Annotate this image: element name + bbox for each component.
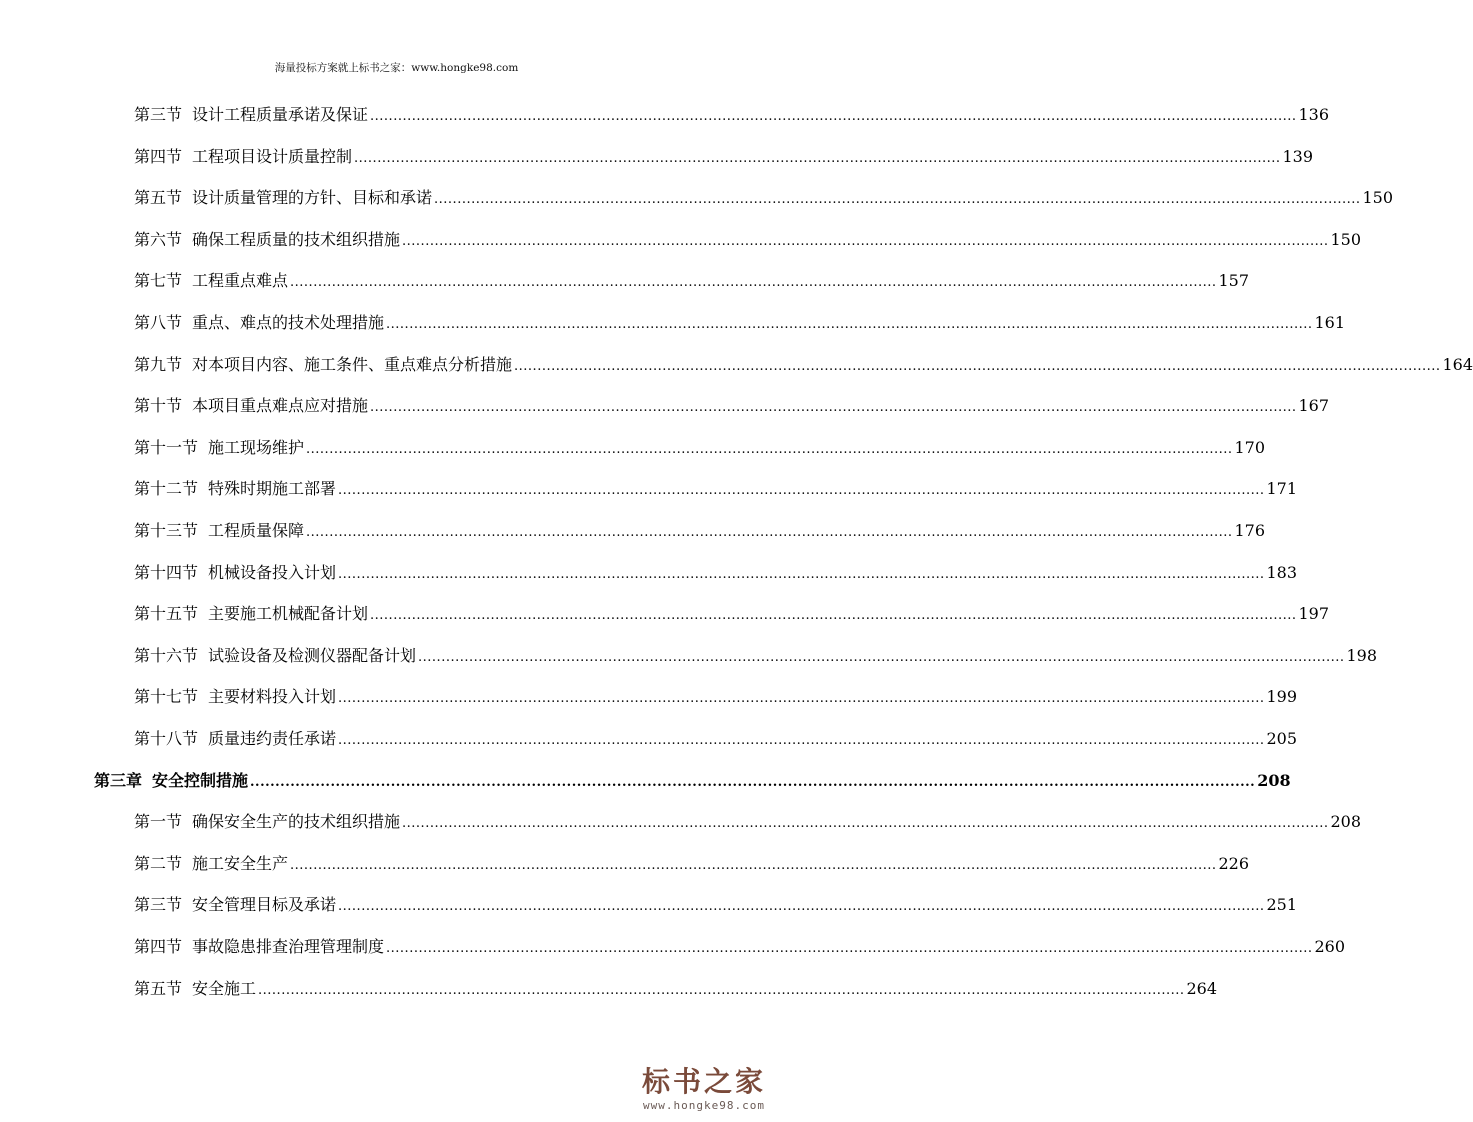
watermark-logo — [629, 1065, 779, 1112]
toc-entry-title: 本项目重点难点应对措施 — [192, 396, 369, 415]
toc-leader-dots: ........................................................................................................................................................................................................ — [290, 858, 1217, 873]
toc-leader-dots: ........................................................................................................................................................................................................ — [370, 109, 1297, 124]
toc-entry-number: 第八节 — [134, 313, 183, 332]
toc-entry-title: 机械设备投入计划 — [208, 563, 337, 582]
toc-section-entry[interactable] — [134, 809, 1362, 835]
toc-section-entry[interactable] — [134, 268, 1250, 294]
toc-entry-number: 第十四节 — [134, 563, 199, 582]
toc-entry-title: 工程质量保障 — [208, 521, 305, 540]
toc-entry-page-number: 176 — [1234, 521, 1266, 540]
toc-entry-page-number: 167 — [1298, 396, 1330, 415]
toc-entry-title: 安全管理目标及承诺 — [192, 895, 337, 914]
toc-entry-page-number: 161 — [1314, 313, 1346, 332]
toc-leader-dots: ........................................................................................................................................................................................................ — [434, 192, 1361, 207]
toc-entry-title: 确保工程质量的技术组织措施 — [192, 230, 401, 249]
toc-leader-dots: ........................................................................................................................................................................................................ — [402, 816, 1329, 831]
toc-entry-number: 第六节 — [134, 230, 183, 249]
toc-section-entry[interactable] — [134, 227, 1362, 253]
toc-section-entry[interactable] — [134, 518, 1266, 544]
toc-leader-dots: ........................................................................................................................................................................................................ — [306, 525, 1233, 540]
toc-entry-page-number: 199 — [1266, 687, 1298, 706]
toc-leader-dots: ........................................................................................................................................................................................................ — [338, 899, 1265, 914]
toc-entry-title: 工程重点难点 — [192, 271, 289, 290]
toc-section-entry[interactable] — [134, 102, 1330, 128]
toc-entry-number: 第十六节 — [134, 646, 199, 665]
toc-leader-dots: ........................................................................................................................................................................................................ — [514, 359, 1441, 374]
toc-entry-number: 第一节 — [134, 812, 183, 831]
logo-name: 标书之家 — [641, 1065, 766, 1098]
toc-entry-number: 第五节 — [134, 188, 183, 207]
toc-entry-page-number: 150 — [1330, 230, 1362, 249]
toc-section-entry[interactable] — [134, 393, 1330, 419]
toc-entry-number: 第九节 — [134, 355, 183, 374]
toc-entry-title: 试验设备及检测仪器配备计划 — [208, 646, 417, 665]
toc-chapter-entry[interactable] — [94, 768, 1291, 794]
toc-entry-title: 特殊时期施工部署 — [208, 479, 337, 498]
toc-entry-page-number: 164 — [1442, 355, 1473, 374]
toc-entry-number: 第十一节 — [134, 438, 199, 457]
toc-entry-title: 安全控制措施 — [152, 771, 249, 790]
toc-entry-page-number: 226 — [1218, 854, 1250, 873]
toc-leader-dots: ........................................................................................................................................................................................................ — [386, 317, 1313, 332]
toc-leader-dots: ........................................................................................................................................................................................................ — [338, 483, 1265, 498]
toc-section-entry[interactable] — [134, 601, 1330, 627]
toc-section-entry[interactable] — [134, 435, 1266, 461]
toc-leader-dots: ........................................................................................................................................................................................................ — [306, 442, 1233, 457]
toc-section-entry[interactable] — [134, 976, 1218, 1002]
toc-leader-dots: ........................................................................................................................................................................................................ — [338, 567, 1265, 582]
toc-entry-page-number: 171 — [1266, 479, 1298, 498]
toc-section-entry[interactable] — [134, 560, 1298, 586]
toc-entry-title: 工程项目设计质量控制 — [192, 147, 353, 166]
toc-leader-dots: ........................................................................................................................................................................................................ — [370, 608, 1297, 623]
toc-entry-page-number: 205 — [1266, 729, 1298, 748]
toc-leader-dots: ........................................................................................................................................................................................................ — [354, 151, 1281, 166]
toc-entry-page-number: 251 — [1266, 895, 1298, 914]
toc-entry-page-number: 157 — [1218, 271, 1250, 290]
toc-entry-page-number: 260 — [1314, 937, 1346, 956]
toc-entry-page-number: 183 — [1266, 563, 1298, 582]
toc-entry-title: 确保安全生产的技术组织措施 — [192, 812, 401, 831]
toc-entry-number: 第五节 — [134, 979, 183, 998]
toc-entry-number: 第三章 — [94, 771, 143, 790]
toc-section-entry[interactable] — [134, 144, 1314, 170]
toc-entry-title: 设计工程质量承诺及保证 — [192, 105, 369, 124]
toc-entry-number: 第四节 — [134, 937, 183, 956]
toc-section-entry[interactable] — [134, 476, 1298, 502]
toc-entry-number: 第三节 — [134, 895, 183, 914]
toc-entry-number: 第三节 — [134, 105, 183, 124]
toc-entry-title: 重点、难点的技术处理措施 — [192, 313, 385, 332]
toc-entry-title: 主要材料投入计划 — [208, 687, 337, 706]
toc-entry-page-number: 136 — [1298, 105, 1330, 124]
toc-section-entry[interactable] — [134, 684, 1298, 710]
toc-leader-dots: ........................................................................................................................................................................................................ — [386, 941, 1313, 956]
toc-entry-number: 第四节 — [134, 147, 183, 166]
toc-entry-page-number: 197 — [1298, 604, 1330, 623]
toc-entry-page-number: 198 — [1346, 646, 1378, 665]
toc-entry-number: 第十八节 — [134, 729, 199, 748]
toc-entry-title: 主要施工机械配备计划 — [208, 604, 369, 623]
toc-entry-page-number: 208 — [1257, 771, 1291, 790]
logo-url: www.hongke98.com — [643, 1099, 765, 1112]
toc-section-entry[interactable] — [134, 185, 1394, 211]
toc-leader-dots: ........................................................................................................................................................................................................ — [338, 733, 1265, 748]
toc-entry-number: 第十五节 — [134, 604, 199, 623]
toc-entry-number: 第十二节 — [134, 479, 199, 498]
page-header: 海量投标方案就上标书之家：www.hongke98.com — [274, 62, 519, 74]
toc-entry-title: 事故隐患排查治理管理制度 — [192, 937, 385, 956]
toc-entry-title: 安全施工 — [192, 979, 257, 998]
toc-section-entry[interactable] — [134, 892, 1298, 918]
toc-entry-number: 第十七节 — [134, 687, 199, 706]
toc-entry-title: 施工现场维护 — [208, 438, 305, 457]
toc-entry-page-number: 139 — [1282, 147, 1314, 166]
toc-entry-title: 施工安全生产 — [192, 854, 289, 873]
toc-section-entry[interactable] — [134, 310, 1346, 336]
toc-entry-number: 第二节 — [134, 854, 183, 873]
toc-section-entry[interactable] — [134, 643, 1378, 669]
toc-entry-page-number: 150 — [1362, 188, 1394, 207]
toc-leader-dots: ........................................................................................................................................................................................................ — [370, 400, 1297, 415]
toc-entry-page-number: 264 — [1186, 979, 1218, 998]
toc-entry-page-number: 208 — [1330, 812, 1362, 831]
toc-entry-number: 第七节 — [134, 271, 183, 290]
toc-section-entry[interactable] — [134, 851, 1250, 877]
toc-leader-dots: ........................................................................................................................................................................................................ — [418, 650, 1345, 665]
toc-leader-dots: ........................................................................................................................................................................................................ — [402, 234, 1329, 249]
toc-section-entry[interactable] — [134, 934, 1346, 960]
toc-leader-dots: ........................................................................................................................................................................................................ — [290, 275, 1217, 290]
toc-section-entry[interactable] — [134, 352, 1473, 378]
toc-entry-title: 质量违约责任承诺 — [208, 729, 337, 748]
toc-leader-dots: ........................................................................................................................................................................................................ — [338, 691, 1265, 706]
toc-entry-title: 对本项目内容、施工条件、重点难点分析措施 — [192, 355, 513, 374]
toc-leader-dots: ........................................................................................................................................................................................................ — [250, 775, 1256, 790]
toc-entry-title: 设计质量管理的方针、目标和承诺 — [192, 188, 433, 207]
toc-section-entry[interactable] — [134, 726, 1298, 752]
toc-entry-page-number: 170 — [1234, 438, 1266, 457]
toc-entry-number: 第十节 — [134, 396, 183, 415]
toc-entry-number: 第十三节 — [134, 521, 199, 540]
toc-leader-dots: ........................................................................................................................................................................................................ — [258, 983, 1185, 998]
